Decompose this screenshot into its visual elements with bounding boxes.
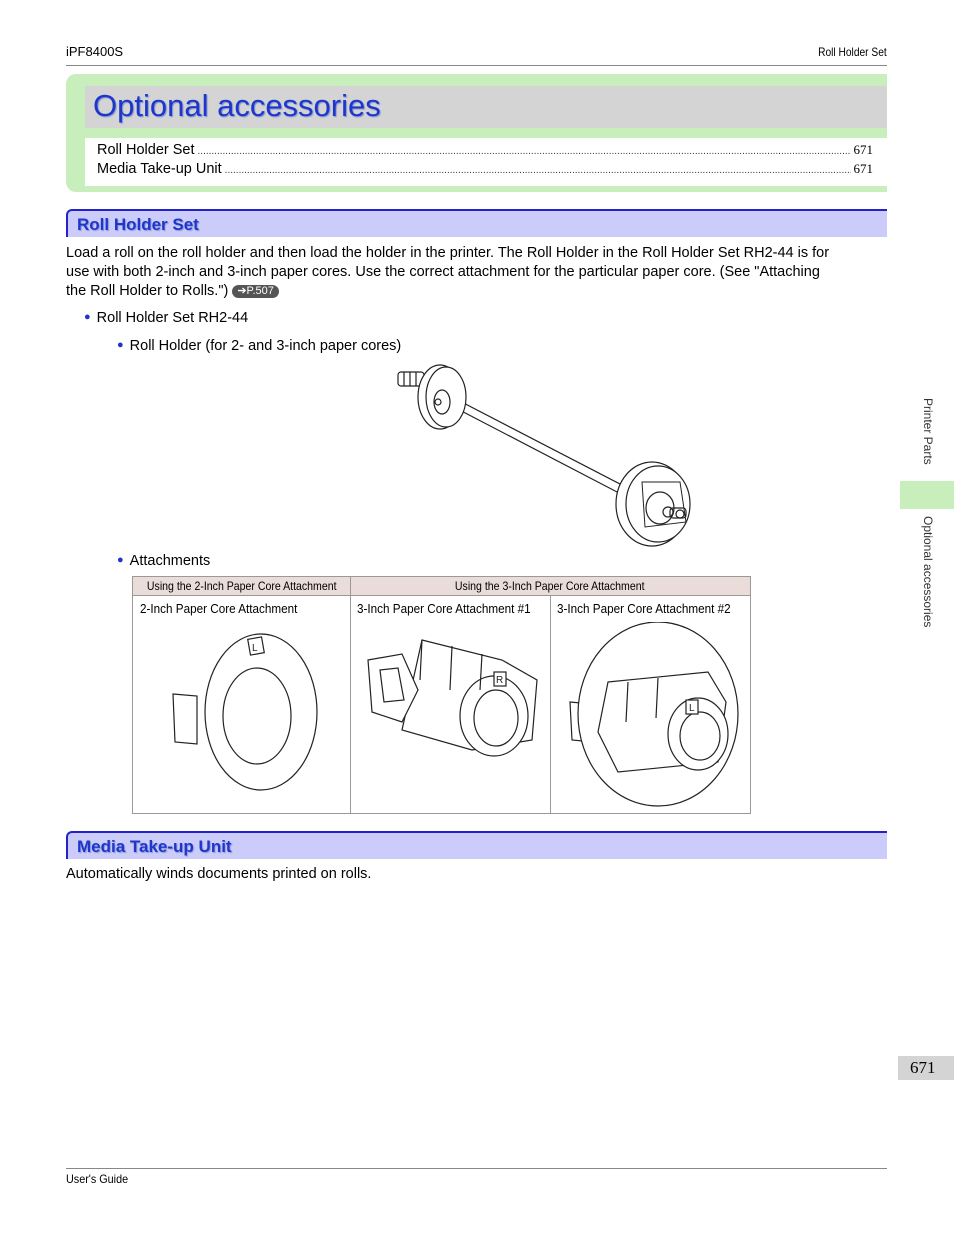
header-model: iPF8400S (66, 44, 124, 59)
bullet-roll-holder (117, 338, 401, 354)
attachments-table (132, 576, 751, 814)
toc-entry-label: Roll Holder Set (97, 142, 195, 158)
attachment-label-l: L (252, 643, 258, 654)
3inch-attachment-1-illustration (362, 620, 542, 760)
attachment-label-r: R (496, 675, 504, 686)
header-rule (66, 65, 887, 66)
footer-title: User's Guide (66, 1172, 129, 1186)
media-takeup-paragraph: Automatically winds documents printed on rolls. (66, 866, 372, 882)
table-cell-3inch-1 (350, 596, 550, 813)
page-title: Optional accessories (93, 88, 381, 123)
bullet-text: Roll Holder (for 2- and 3-inch paper cores) (129, 338, 402, 354)
toc-entry-media-takeup[interactable] (97, 161, 873, 179)
roll-holder-paragraph (66, 244, 896, 301)
page-number: 671 (898, 1056, 954, 1080)
footer-rule (66, 1168, 887, 1169)
toc-leader-dots (198, 146, 851, 157)
2inch-attachment-illustration (161, 624, 321, 794)
page-reference-link[interactable]: ➔P.507 (232, 285, 279, 298)
table-cell-3inch-2 (550, 596, 750, 813)
table-header-2inch: Using the 2-Inch Paper Core Attachment (133, 577, 350, 596)
bullet-dot-icon: ● (117, 339, 124, 351)
attachment-label-l: L (689, 703, 695, 714)
side-tab-highlight (900, 481, 954, 509)
bullet-attachments (117, 553, 210, 569)
section-title: Roll Holder Set (77, 215, 199, 234)
toc-list (85, 138, 887, 186)
bullet-dot-icon: ● (84, 311, 91, 323)
toc-entry-page: 671 (853, 161, 873, 176)
header-section: Roll Holder Set (818, 45, 887, 59)
toc-entry-label: Media Take-up Unit (97, 161, 222, 177)
table-cell-2inch (133, 596, 350, 813)
paragraph-line (66, 282, 896, 301)
paragraph-line: Load a roll on the roll holder and then load the holder in the printer. The Roll Holder in the Roll Holder Set RH2-44 is for (66, 245, 830, 261)
side-tab-optional-accessories[interactable]: Optional accessories (921, 516, 935, 628)
table-header-3inch: Using the 3-Inch Paper Core Attachment (350, 577, 750, 596)
bullet-text: Attachments (129, 553, 211, 569)
paragraph-line: use with both 2-inch and 3-inch paper cores. Use the correct attachment for the particular paper core. (See "Attaching (66, 264, 820, 280)
section-title: Media Take-up Unit (77, 837, 232, 856)
cell-caption: 3-Inch Paper Core Attachment #1 (357, 601, 531, 616)
toc-entry-roll-holder[interactable] (97, 142, 873, 160)
bullet-text: Roll Holder Set RH2-44 (96, 310, 249, 326)
bullet-dot-icon: ● (117, 554, 124, 566)
cell-caption: 3-Inch Paper Core Attachment #2 (557, 601, 731, 616)
paragraph-line-text: the Roll Holder to Rolls.") (66, 283, 229, 299)
section-heading-roll-holder (66, 209, 887, 237)
section-heading-media-takeup (66, 831, 887, 859)
bullet-roll-holder-set (84, 310, 248, 326)
toc-leader-dots (225, 165, 851, 176)
toc-entry-page: 671 (853, 142, 873, 157)
cell-caption: 2-Inch Paper Core Attachment (140, 601, 298, 616)
3inch-attachment-2-illustration (558, 622, 748, 812)
side-tab-printer-parts[interactable]: Printer Parts (921, 398, 935, 465)
roll-holder-illustration (390, 362, 700, 552)
